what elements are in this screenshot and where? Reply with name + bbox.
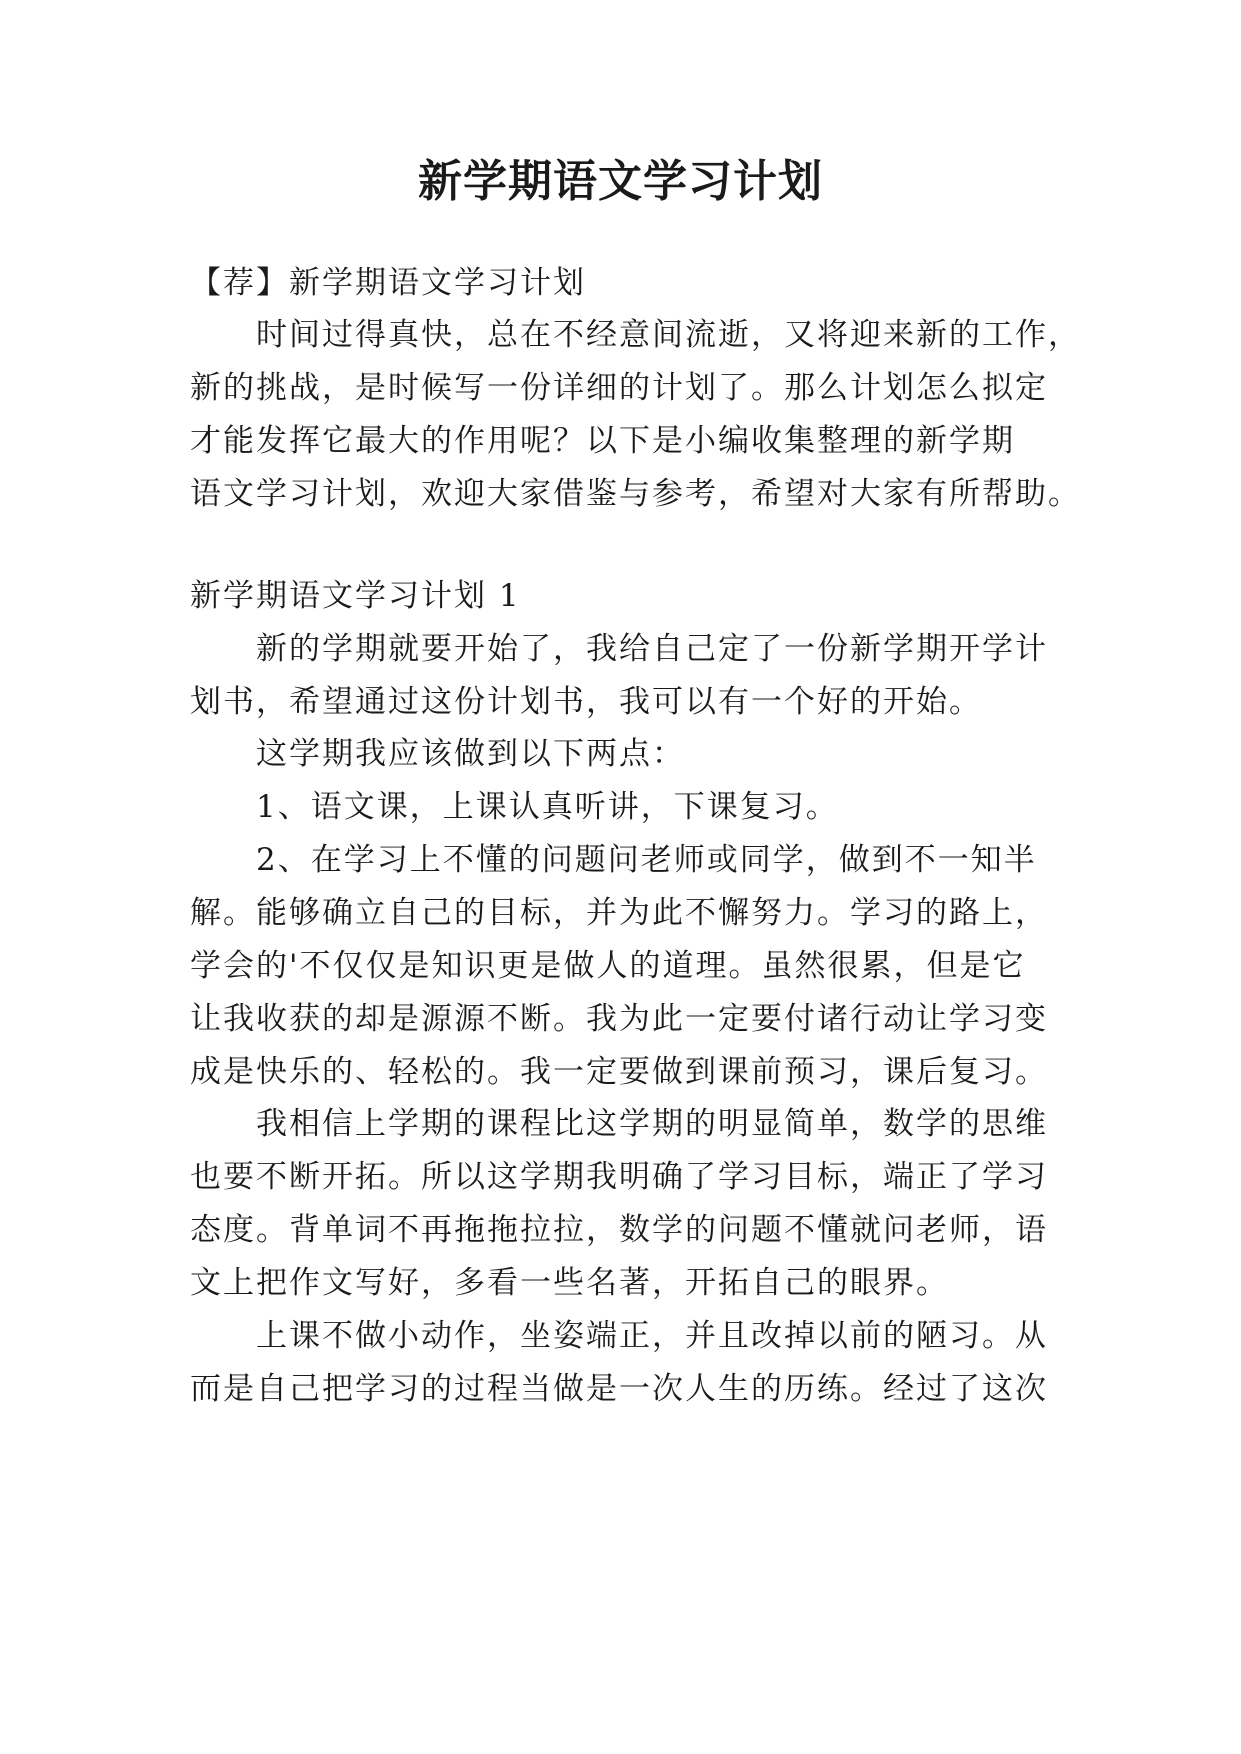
list-item: 2、在学习上不懂的问题问老师或同学，做到不一知半 — [256, 842, 1037, 878]
intro-paragraph-line: 才能发挥它最大的作用呢？以下是小编收集整理的新学期 — [190, 423, 1015, 459]
paragraph-line: 成是快乐的、轻松的。我一定要做到课前预习，课后复习。 — [190, 1054, 1048, 1090]
paragraph-line: 学会的'不仅仅是知识更是做人的道理。虽然很累，但是它 — [190, 948, 1026, 984]
paragraph-line: 文上把作文写好，多看一些名著，开拓自己的眼界。 — [190, 1265, 949, 1301]
list-item: 1、语文课，上课认真听讲，下课复习。 — [256, 789, 839, 825]
paragraph-line: 上课不做小动作，坐姿端正，并且改掉以前的陋习。从 — [256, 1318, 1048, 1354]
recommend-heading: 【荐】新学期语文学习计划 — [190, 265, 586, 301]
intro-paragraph-line: 时间过得真快，总在不经意间流逝，又将迎来新的工作， — [256, 317, 1081, 353]
paragraph-line: 让我收获的却是源源不断。我为此一定要付诸行动让学习变 — [190, 1001, 1048, 1037]
intro-paragraph-line: 新的挑战，是时候写一份详细的计划了。那么计划怎么拟定 — [190, 370, 1048, 406]
intro-paragraph-line: 语文学习计划，欢迎大家借鉴与参考，希望对大家有所帮助。 — [190, 476, 1081, 512]
paragraph-line: 划书，希望通过这份计划书，我可以有一个好的开始。 — [190, 684, 982, 720]
paragraph-line: 我相信上学期的课程比这学期的明显简单，数学的思维 — [256, 1106, 1048, 1142]
paragraph-line: 解。能够确立自己的目标，并为此不懈努力。学习的路上， — [190, 895, 1048, 931]
paragraph-line: 态度。背单词不再拖拖拉拉，数学的问题不懂就问老师，语 — [190, 1212, 1048, 1248]
paragraph-line: 也要不断开拓。所以这学期我明确了学习目标，端正了学习 — [190, 1159, 1048, 1195]
paragraph-line: 而是自己把学习的过程当做是一次人生的历练。经过了这次 — [190, 1371, 1048, 1407]
paragraph-line: 这学期我应该做到以下两点： — [256, 736, 685, 772]
document-title: 新学期语文学习计划 — [418, 156, 823, 207]
paragraph-line: 新的学期就要开始了，我给自己定了一份新学期开学计 — [256, 631, 1048, 667]
section-heading: 新学期语文学习计划 1 — [190, 578, 521, 614]
